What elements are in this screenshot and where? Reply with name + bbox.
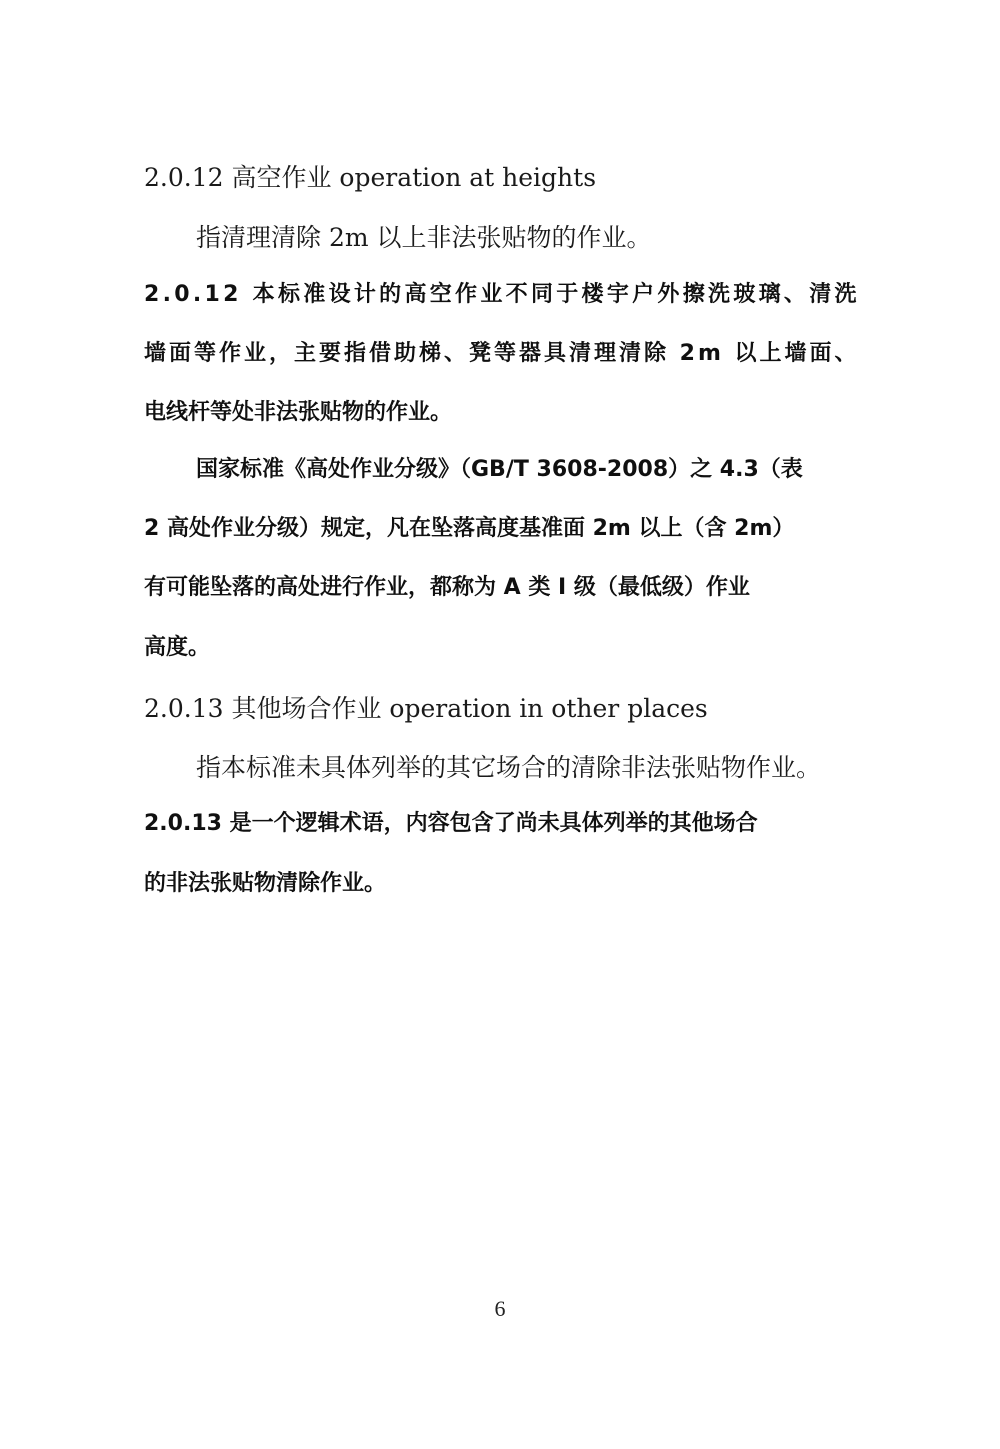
explanation-2-0-12-line-4: 国家标准《高处作业分级》（GB/T 3608-2008）之 4.3（表 [196, 457, 803, 482]
explanation-2-0-12-line-1: 2.0.12 本标准设计的高空作业不同于楼宇户外擦洗玻璃、清洗 [144, 282, 860, 307]
explanation-2-0-12-line-5: 2 高处作业分级）规定，凡在坠落高度基准面 2m 以上（含 2m） [144, 516, 795, 541]
explanation-2-0-12-line-6: 有可能坠落的高处进行作业，都称为 A 类 I 级（最低级）作业 [144, 575, 750, 600]
explanation-2-0-13-line-1: 2.0.13 是一个逻辑术语，内容包含了尚未具体列举的其他场合 [144, 811, 758, 836]
explanation-2-0-12-line-7: 高度。 [144, 635, 211, 660]
page-number: 6 [494, 1296, 506, 1321]
explanation-2-0-13-line-2: 的非法张贴物清除作业。 [144, 871, 387, 896]
term-2-0-13-definition: 指本标准未具体列举的其它场合的清除非法张贴物作业。 [196, 753, 822, 782]
term-2-0-13-heading: 2.0.13 其他场合作业 operation in other places [144, 694, 708, 723]
explanation-2-0-12-line-2: 墙面等作业，主要指借助梯、凳等器具清理清除 2m 以上墙面、 [144, 341, 860, 366]
explanation-2-0-12-line-3: 电线杆等处非法张贴物的作业。 [144, 400, 453, 425]
term-2-0-12-heading: 2.0.12 高空作业 operation at heights [144, 163, 597, 192]
term-2-0-12-definition: 指清理清除 2m 以上非法张贴物的作业。 [196, 223, 652, 252]
